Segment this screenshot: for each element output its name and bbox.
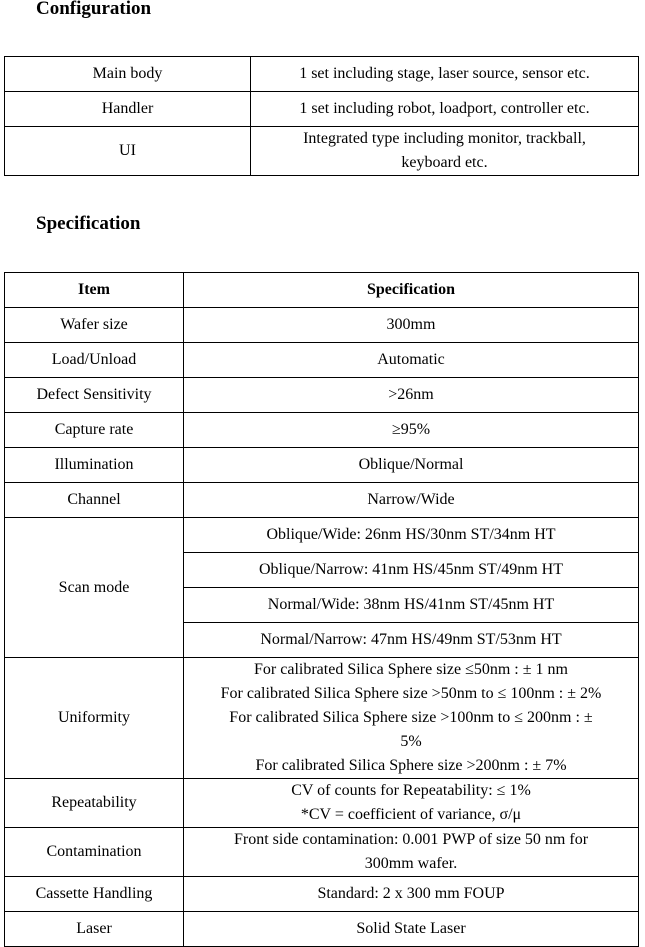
spec-item-contamination: Contamination	[5, 828, 184, 877]
config-value: 1 set including robot, loadport, controller etc.	[251, 92, 639, 127]
spec-value: Oblique/Normal	[184, 448, 639, 483]
spec-item-scan-mode: Scan mode	[5, 518, 184, 658]
scan-mode-value: Oblique/Wide: 26nm HS/30nm ST/34nm HT	[184, 518, 639, 553]
spec-value: Narrow/Wide	[184, 483, 639, 518]
specification-table	[4, 272, 639, 947]
scan-mode-value: Normal/Wide: 38nm HS/41nm ST/45nm HT	[184, 588, 639, 623]
repeatability-line: CV of counts for Repeatability: ≤ 1%	[291, 782, 531, 799]
spec-value: ≥95%	[184, 413, 639, 448]
table-row	[5, 343, 639, 378]
spec-item: Channel	[5, 483, 184, 518]
column-header-spec: Specification	[184, 273, 639, 308]
config-label: UI	[5, 127, 251, 176]
config-value: 1 set including stage, laser source, sensor etc.	[251, 57, 639, 92]
spec-item-repeatability: Repeatability	[5, 779, 184, 828]
uniformity-line: For calibrated Silica Sphere size >50nm to ≤ 100nm : ± 2%	[220, 685, 602, 702]
scan-mode-value: Normal/Narrow: 47nm HS/49nm ST/53nm HT	[184, 623, 639, 658]
table-row	[5, 877, 639, 912]
contamination-value	[184, 828, 639, 877]
specification-heading: Specification	[36, 213, 141, 234]
spec-item-uniformity: Uniformity	[5, 658, 184, 779]
scan-mode-value: Oblique/Narrow: 41nm HS/45nm ST/49nm HT	[184, 553, 639, 588]
configuration-heading: Configuration	[36, 0, 152, 19]
contamination-line: Front side contamination: 0.001 PWP of size 50 nm for	[233, 831, 589, 848]
spec-item: Defect Sensitivity	[5, 378, 184, 413]
configuration-table	[4, 56, 639, 176]
uniformity-line: 5%	[400, 733, 422, 750]
table-row	[5, 828, 639, 877]
table-row	[5, 448, 639, 483]
table-row	[5, 127, 639, 176]
table-row	[5, 912, 639, 947]
uniformity-value	[184, 658, 639, 779]
table-row	[5, 413, 639, 448]
table-header-row	[5, 273, 639, 308]
uniformity-line: For calibrated Silica Sphere size >200nm : ± 7%	[255, 757, 567, 774]
table-row	[5, 57, 639, 92]
config-value-line: keyboard etc.	[401, 154, 488, 171]
column-header-item: Item	[5, 273, 184, 308]
spec-value: 300mm	[184, 308, 639, 343]
uniformity-line: For calibrated Silica Sphere size >100nm to ≤ 200nm : ±	[229, 709, 593, 726]
contamination-line: 300mm wafer.	[364, 855, 458, 872]
table-row	[5, 92, 639, 127]
spec-item: Capture rate	[5, 413, 184, 448]
table-row	[5, 658, 639, 779]
spec-item-laser: Laser	[5, 912, 184, 947]
spec-value: >26nm	[184, 378, 639, 413]
config-label: Main body	[5, 57, 251, 92]
table-row	[5, 779, 639, 828]
table-row	[5, 483, 639, 518]
config-label: Handler	[5, 92, 251, 127]
table-row	[5, 378, 639, 413]
laser-value: Solid State Laser	[184, 912, 639, 947]
cassette-value: Standard: 2 x 300 mm FOUP	[184, 877, 639, 912]
spec-item: Illumination	[5, 448, 184, 483]
repeatability-value	[184, 779, 639, 828]
spec-item: Wafer size	[5, 308, 184, 343]
config-value	[251, 127, 639, 176]
spec-value: Automatic	[184, 343, 639, 378]
config-value-line: Integrated type including monitor, trackball,	[303, 130, 586, 147]
spec-item-cassette: Cassette Handling	[5, 877, 184, 912]
uniformity-line: For calibrated Silica Sphere size ≤50nm : ± 1 nm	[254, 661, 568, 678]
table-row	[5, 308, 639, 343]
repeatability-line: *CV = coefficient of variance, σ/μ	[300, 806, 522, 823]
table-row	[5, 518, 639, 553]
spec-item: Load/Unload	[5, 343, 184, 378]
